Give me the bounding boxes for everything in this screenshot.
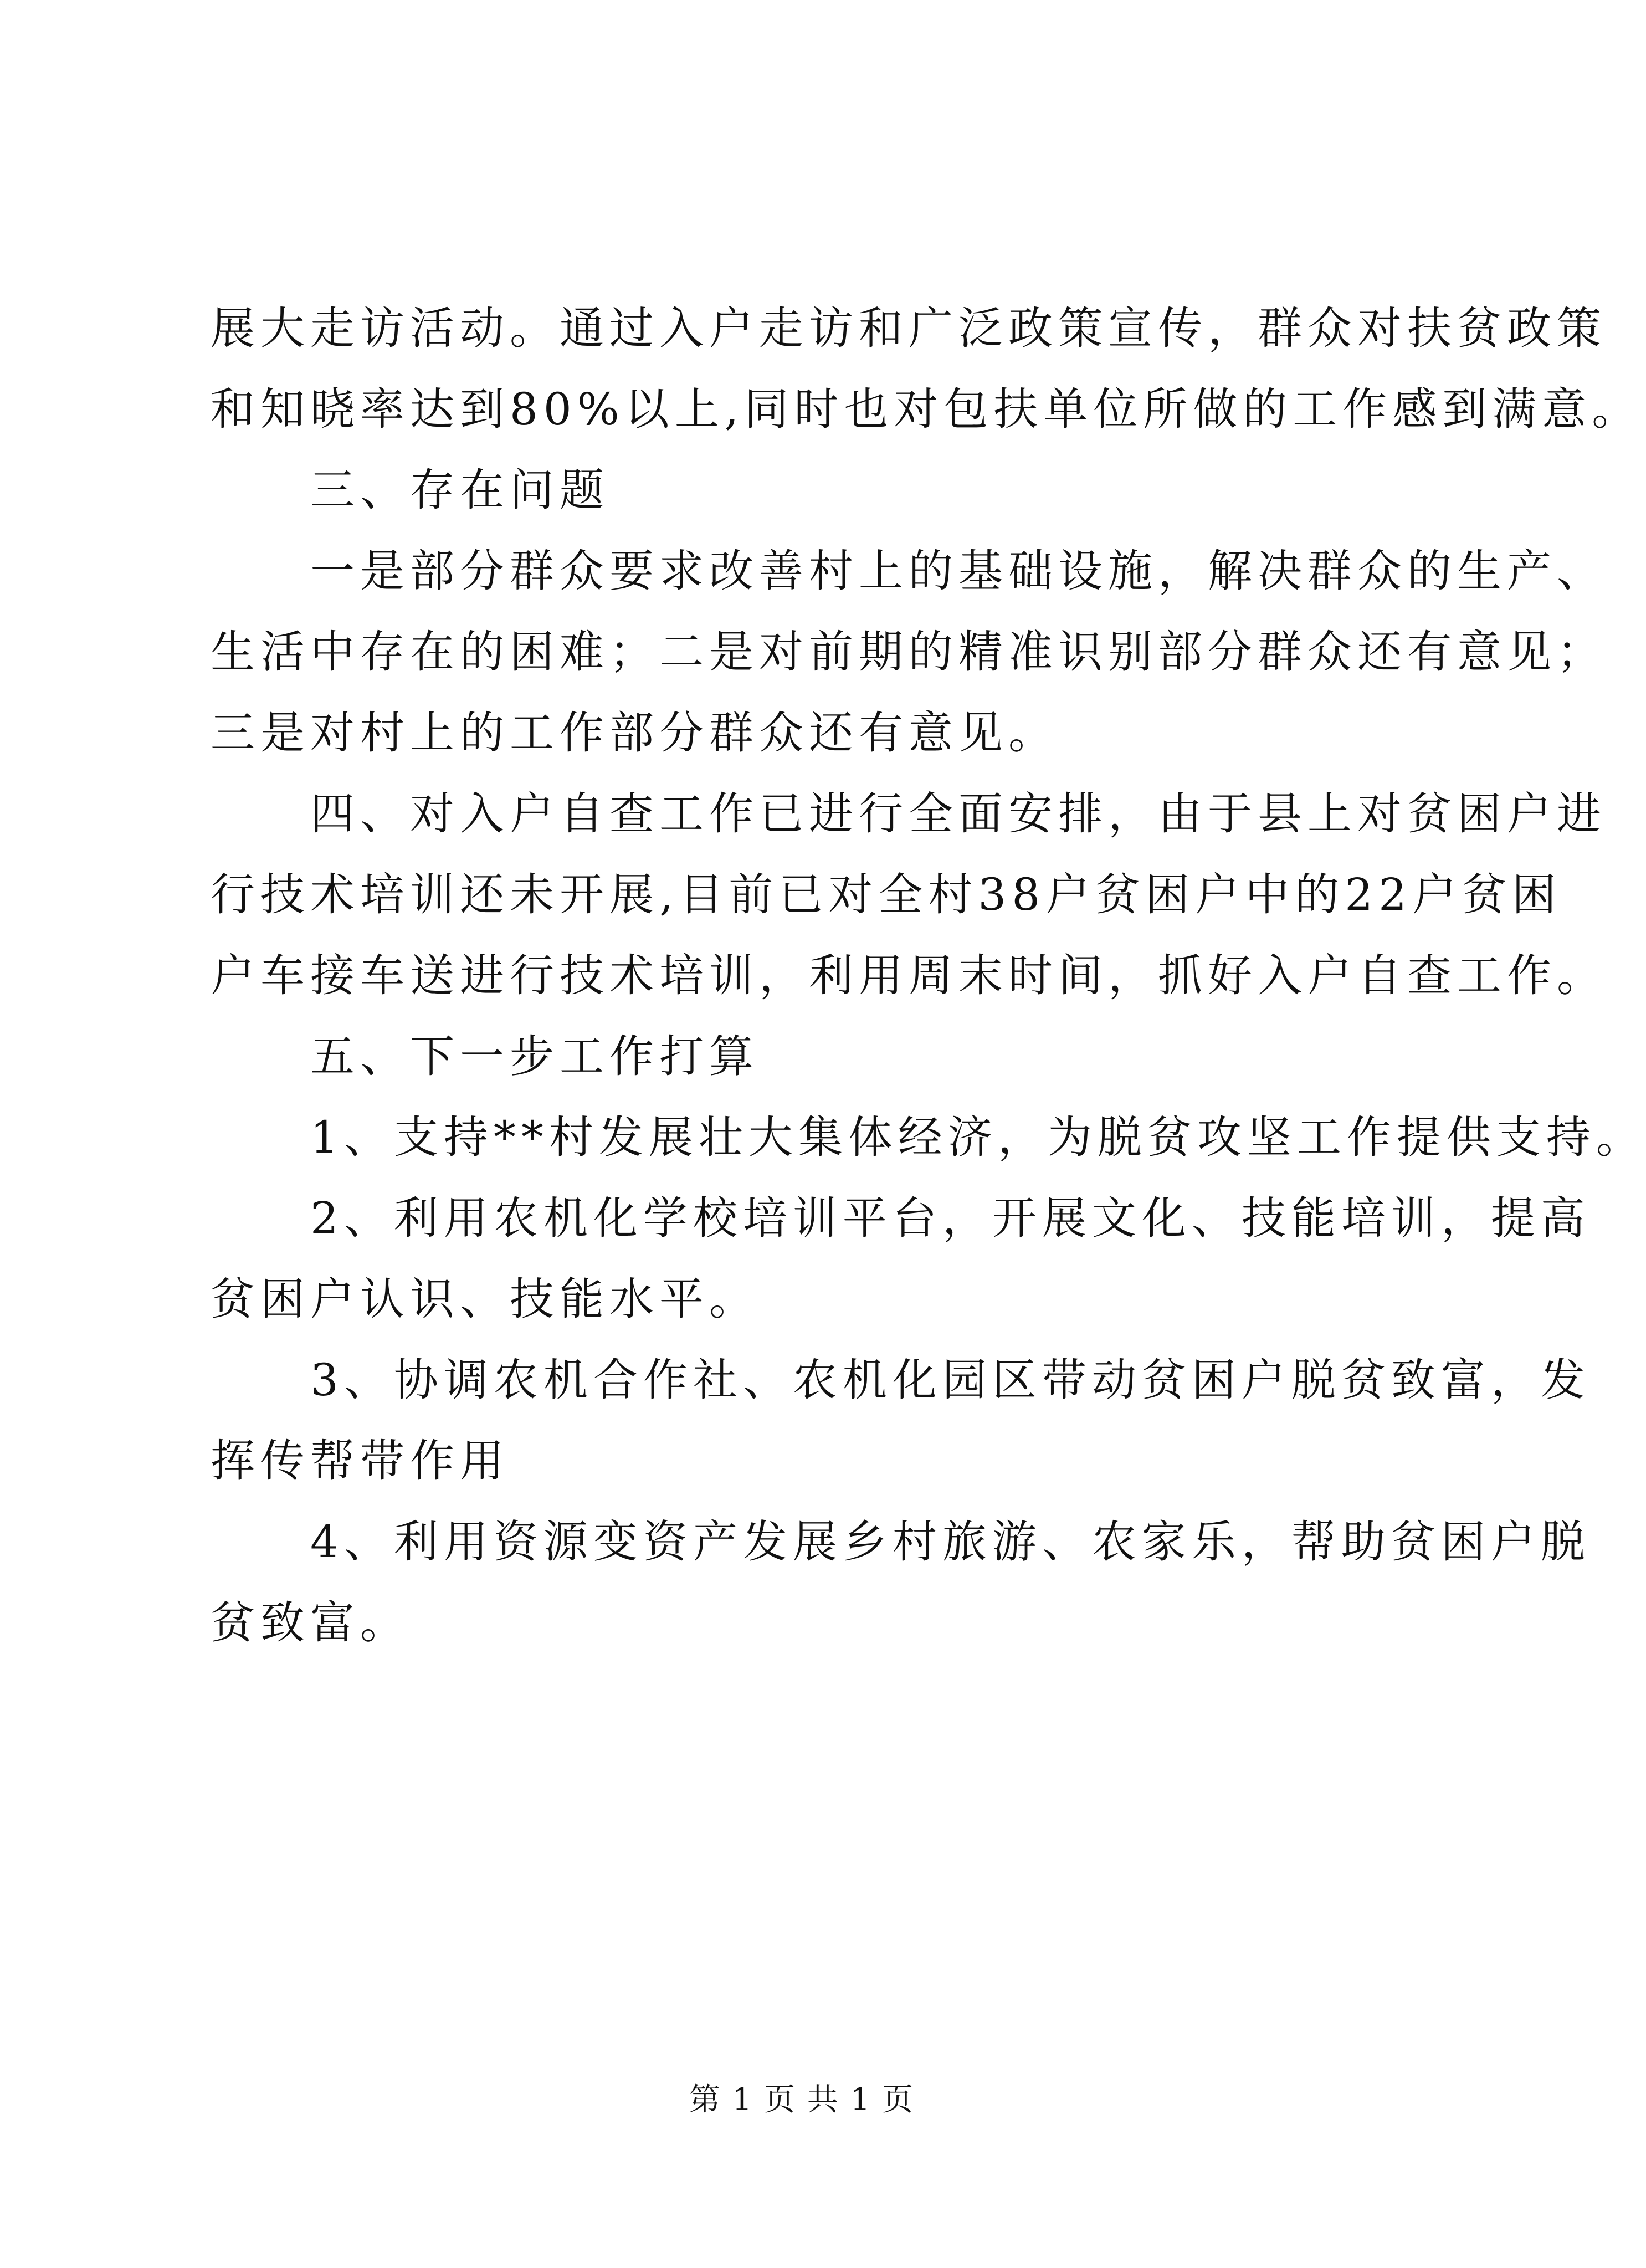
line-06: 三是对村上的工作部分群众还有意见。 — [211, 707, 1058, 759]
page-number-footer: 第 1 页 共 1 页 — [689, 2082, 915, 2118]
section-heading-next-steps: 五、下一步工作打算 — [310, 1031, 759, 1082]
line-07: 四、对入户自查工作已进行全面安排，由于县上对贫困户进 — [310, 788, 1607, 839]
section-heading-problems: 三、存在问题 — [310, 464, 609, 516]
list-item-4-cont: 贫致富。 — [211, 1597, 410, 1648]
list-item-2-cont: 贫困户认识、技能水平。 — [211, 1273, 759, 1325]
line-01: 展大走访活动。通过入户走访和广泛政策宣传，群众对扶贫政策 — [211, 303, 1607, 354]
line-08: 行技术培训还未开展,目前已对全村38户贫困户中的22户贫困 — [211, 869, 1562, 920]
line-04: 一是部分群众要求改善村上的基础设施，解决群众的生产、 — [310, 545, 1607, 597]
document-body — [211, 288, 1646, 1663]
line-02: 和知晓率达到80%以上,同时也对包扶单位所做的工作感到满意。 — [211, 383, 1642, 435]
list-item-3-cont: 挥传帮带作用 — [211, 1435, 510, 1487]
line-09: 户车接车送进行技术培训，利用周末时间，抓好入户自查工作。 — [211, 950, 1607, 1001]
list-item-3: 3、协调农机合作社、农机化园区带动贫困户脱贫致富，发 — [310, 1354, 1591, 1406]
list-item-2: 2、利用农机化学校培训平台，开展文化、技能培训，提高 — [310, 1192, 1591, 1244]
line-05: 生活中存在的困难；二是对前期的精准识别部分群众还有意见； — [211, 626, 1607, 678]
list-item-1: 1、支持**村发展壮大集体经济，为脱贫攻坚工作提供支持。 — [310, 1112, 1646, 1163]
list-item-4: 4、利用资源变资产发展乡村旅游、农家乐，帮助贫困户脱 — [310, 1516, 1591, 1568]
